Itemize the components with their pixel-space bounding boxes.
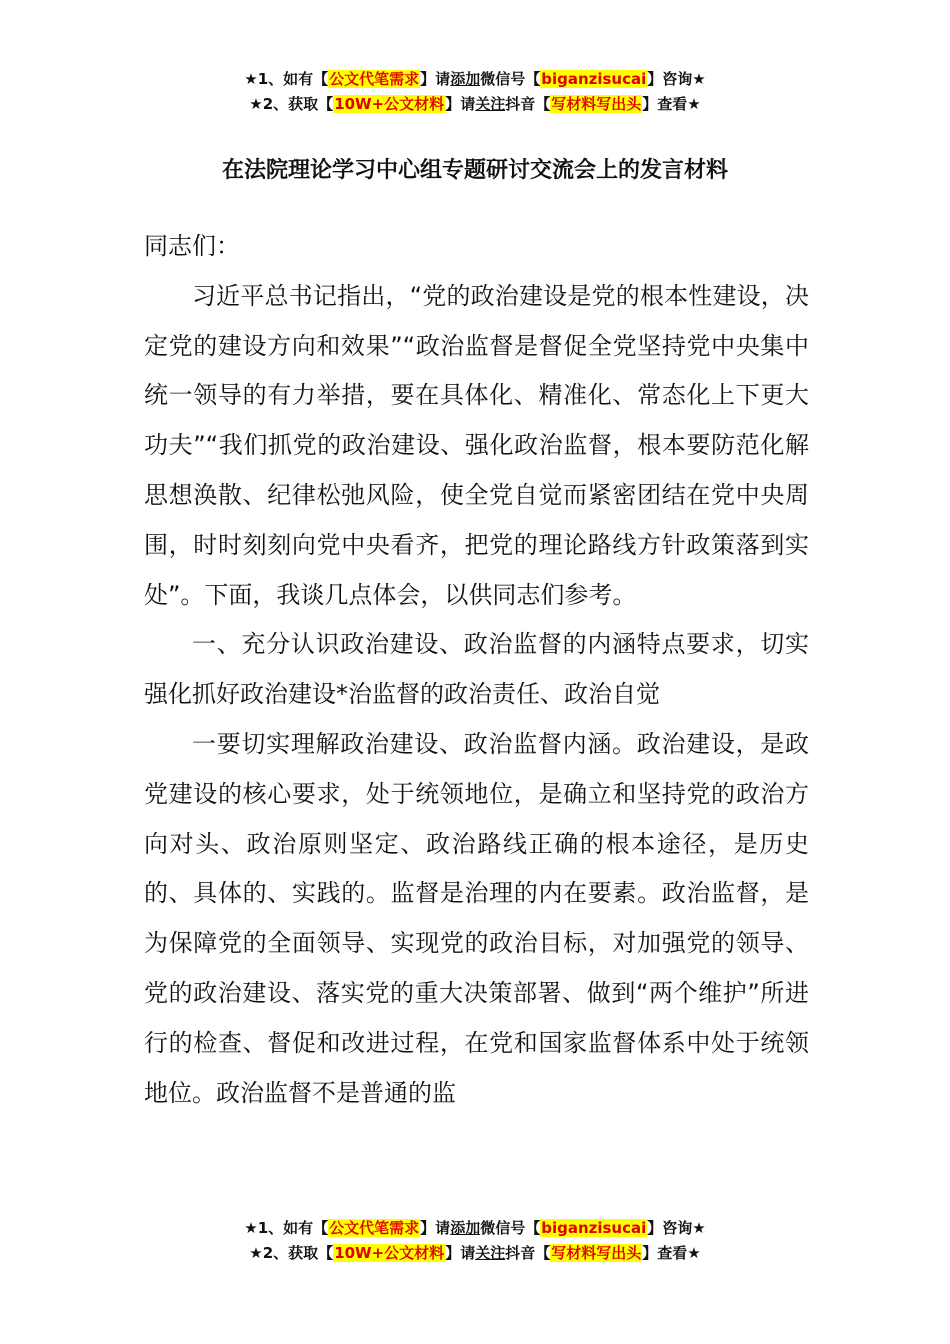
banner-text: 】请	[445, 95, 476, 113]
highlight-text: biganzisucai	[541, 70, 647, 88]
footer-banner	[0, 1216, 950, 1266]
underlined-text: 关注	[475, 1244, 506, 1262]
highlight-text: 公文代笔需求	[329, 1219, 420, 1237]
document-title: 在法院理论学习中心组专题研讨交流会上的发言材料	[221, 158, 728, 183]
banner-line-2	[0, 1241, 950, 1266]
underlined-text: 添加	[450, 1219, 481, 1237]
paragraph-heading-1: 一、充分认识政治建设、政治监督的内涵特点要求，切实强化抓好政治建设*治监督的政治责任、政治自觉	[144, 630, 809, 709]
document-body	[144, 222, 809, 1118]
banner-text: ★2、获取【	[249, 1244, 334, 1262]
banner-text: 】请	[445, 1244, 476, 1262]
banner-text: 抖音【	[505, 95, 551, 113]
banner-line-1	[0, 1216, 950, 1241]
banner-text: 】查看★	[642, 95, 701, 113]
highlight-text: 10W+公文材料	[334, 1244, 445, 1262]
banner-text: 微信号【	[480, 70, 541, 88]
underlined-text: 关注	[475, 95, 506, 113]
banner-text: 】请	[420, 1219, 451, 1237]
banner-text: ★1、如有【	[244, 70, 329, 88]
banner-line-1	[0, 67, 950, 92]
paragraph-intro: 习近平总书记指出，“党的政治建设是党的根本性建设，决定党的建设方向和效果”“政治监督是督促全党坚持党中央集中统一领导的有力举措，要在具体化、精准化、常态化上下更大功夫”“我们抓党的政治建设、强化政治监督，根本要防范化解思想涣散、纪律松弛风险，使全党自觉而紧密团结在党中央周围，时时刻刻向党中央看齐，把党的理论路线方针政策落到实处”。下面，我谈几点体会，以供同志们参考。	[144, 281, 809, 609]
banner-text: 微信号【	[480, 1219, 541, 1237]
banner-text: 抖音【	[505, 1244, 551, 1262]
highlight-text: 10W+公文材料	[334, 95, 445, 113]
highlight-text: biganzisucai	[541, 1219, 647, 1237]
banner-text: ★2、获取【	[249, 95, 334, 113]
highlight-text: 公文代笔需求	[329, 70, 420, 88]
highlight-text: 写材料写出头	[551, 95, 642, 113]
highlight-text: 写材料写出头	[551, 1244, 642, 1262]
banner-text: ★1、如有【	[244, 1219, 329, 1237]
paragraph-body-1: 一要切实理解政治建设、政治监督内涵。政治建设，是政党建设的核心要求，处于统领地位，是确立和坚持党的政治方向对头、政治原则坚定、政治路线正确的根本途径，是历史的、具体的、实践的。监督是治理的内在要素。政治监督，是为保障党的全面领导、实现党的政治目标，对加强党的领导、党的政治建设、落实党的重大决策部署、做到“两个维护”所进行的检查、督促和改进过程，在党和国家监督体系中处于统领地位。政治监督不是普通的监	[144, 729, 809, 1107]
header-banner	[0, 67, 950, 117]
banner-text: 】查看★	[642, 1244, 701, 1262]
greeting: 同志们：	[144, 232, 240, 260]
banner-text: 】咨询★	[647, 70, 706, 88]
banner-text: 】请	[420, 70, 451, 88]
banner-text: 】咨询★	[647, 1219, 706, 1237]
underlined-text: 添加	[450, 70, 481, 88]
banner-line-2	[0, 92, 950, 117]
